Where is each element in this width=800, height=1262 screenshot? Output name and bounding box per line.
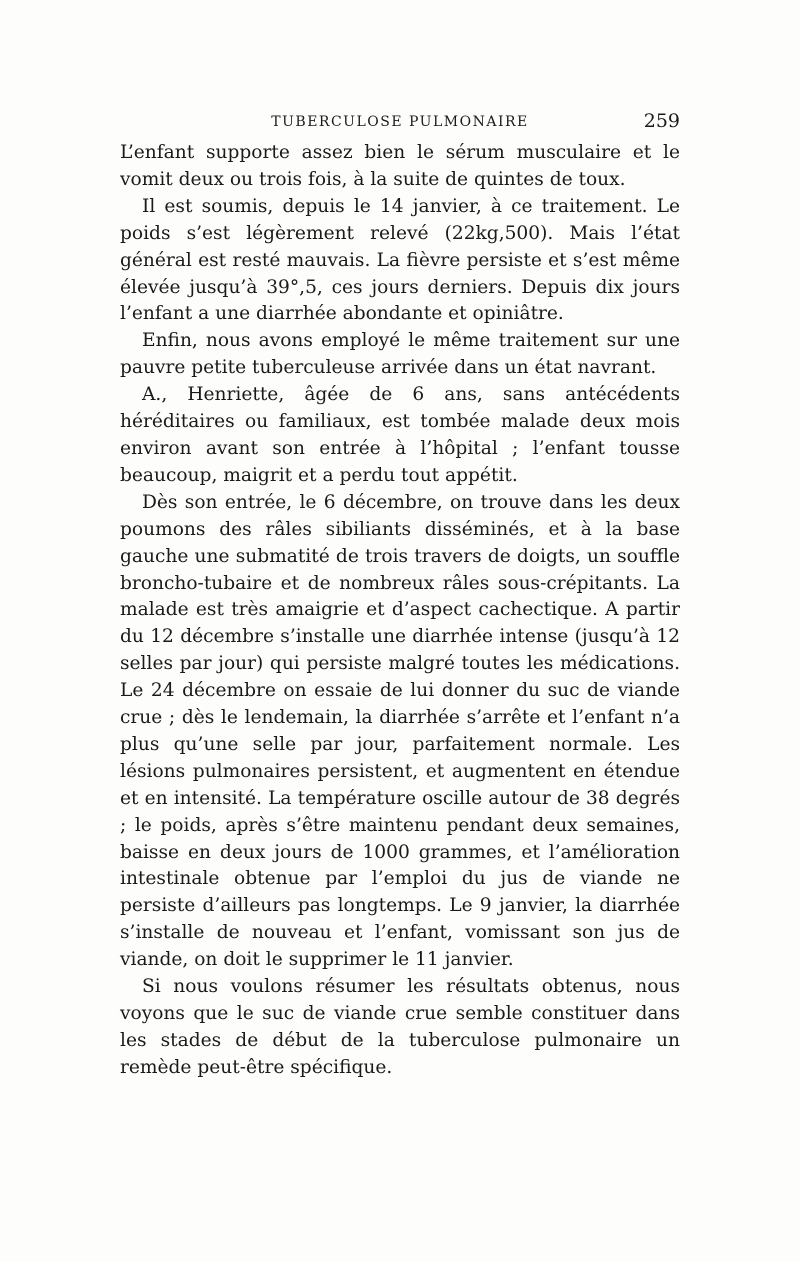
paragraph-3: Enfin, nous avons employé le même traitement sur une pauvre petite tuberculeuse arrivée dans un état navrant. [120,330,680,379]
body-text [120,140,680,1082]
running-title: TUBERCULOSE PULMONAIRE [271,114,529,130]
paragraph-6: Si nous voulons résumer les résultats obtenus, nous voyons que le suc de viande crue semble constituer dans les stades de début de la tuberculose pulmonaire un remède peut-être spécifique. [120,976,680,1078]
paragraph-5: Dès son entrée, le 6 décembre, on trouve dans les deux poumons des râles sibiliants disséminés, et à la base gauche une submatité de trois travers de doigts, un souffle broncho-tubaire et de nombreux râles sous-crépitants. La malade est très amaigrie et d’aspect cachectique. A partir du 12 décembre s’installe une diarrhée intense (jusqu’à 12 selles par jour) qui persiste malgré toutes les médications. Le 24 décembre on essaie de lui donner du suc de viande crue ; dès le lendemain, la diarrhée s’arrête et l’enfant n’a plus qu’une selle par jour, parfaitement normale. Les lésions pulmonaires persistent, et augmentent en étendue et en intensité. La température oscille autour de 38 degrés ; le poids, après s’être maintenu pendant deux semaines, baisse en deux jours de 1000 grammes, et l’amélioration intestinale obtenue par l’emploi du jus de viande ne persiste d’ailleurs pas longtemps. Le 9 janvier, la diarrhée s’installe de nouveau et l’enfant, vomissant son jus de viande, on doit le supprimer le 11 janvier. [120,491,680,971]
paragraph-1: L’enfant supporte assez bien le sérum musculaire et le vomit deux ou trois fois, à la suite de quintes de toux. [120,142,680,190]
page-header [120,110,680,134]
paragraph-2: Il est soumis, depuis le 14 janvier, à ce traitement. Le poids s’est légèrement relevé (22kg,500). Mais l’état général est resté mauvais. La fièvre persiste et s’est même élevée jusqu’à 39°,5, ces jours derniers. Depuis dix jours l’enfant a une diarrhée abondante et opiniâtre. [120,195,680,325]
page-number: 259 [643,110,680,132]
paragraph-4: A., Henriette, âgée de 6 ans, sans antécédents héréditaires ou familiaux, est tombée malade deux mois environ avant son entrée à l’hôpital ; l’enfant tousse beaucoup, maigrit et a perdu tout appétit. [120,384,680,486]
